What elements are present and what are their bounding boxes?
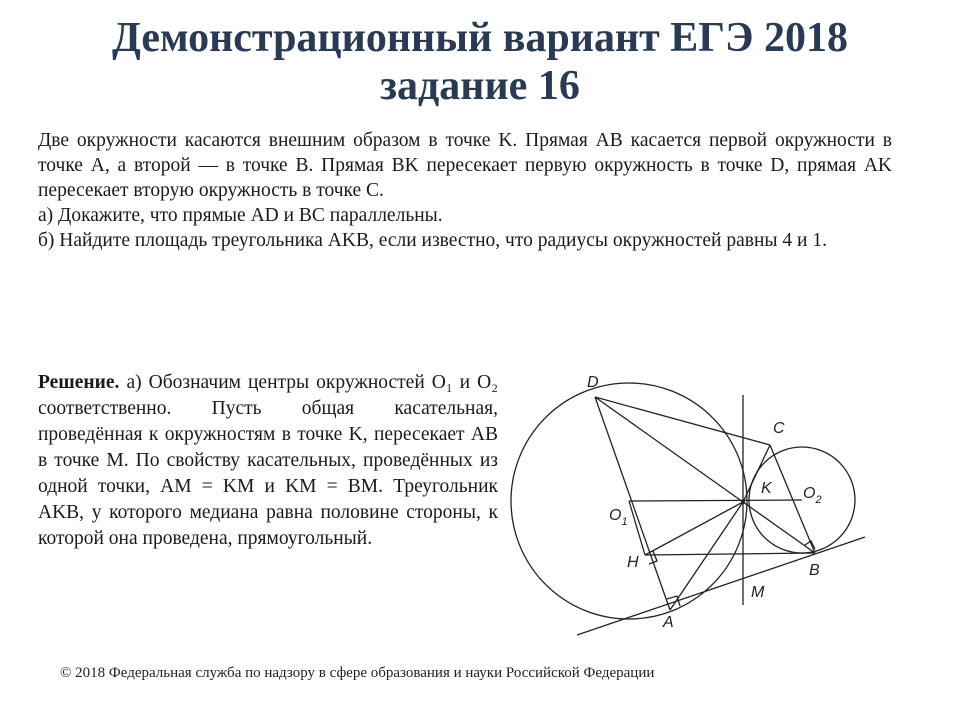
segment-ak [670, 502, 743, 610]
solution-block [38, 370, 498, 552]
label-a: A [663, 614, 674, 631]
label-o2-main: O [803, 485, 816, 502]
label-b: B [809, 562, 820, 579]
copyright-footer: © 2018 Федеральная служба по надзору в сфере образования и науки Российской Федерации [60, 665, 655, 681]
label-d: D [587, 374, 599, 391]
label-o1 [609, 507, 628, 528]
segment-dc [595, 397, 770, 445]
problem-part-a: а) Докажите, что прямые AD и BC параллельны. [38, 205, 443, 226]
label-k: K [761, 480, 772, 497]
slide-title [0, 14, 960, 110]
label-o1-sub: 1 [621, 516, 628, 528]
point-k [741, 500, 745, 504]
segment-hb [645, 553, 815, 555]
problem-part-b: б) Найдите площадь треугольника AKB, если известно, что радиусы окружностей равны 4 и 1. [38, 230, 827, 251]
solution-label: Решение. [38, 372, 120, 393]
label-c: C [773, 420, 785, 437]
segment-dk [595, 397, 743, 502]
segment-o1o2 [629, 500, 802, 501]
tangent-ab [577, 537, 865, 635]
problem-text: Две окружности касаются внешним образом в точке K. Прямая AB касается первой окружности в точке A, а второй — в точке B. Прямая BK пересекает первую окружность в точке D, прямая AK пересекает вторую окружность в точке C. [38, 130, 892, 201]
label-o2 [803, 485, 822, 506]
solution-text: а) Обозначим центры окружностей O₁ и O₂ соответственно. Пусть общая касательная, проведённая к окружностям в точке K, пересекает AB в точке M. По свойству касательных, проведённых из одной точки, AM = KM и KM = BM. Треугольник AKB, у которого медиана равна половине стороны, к которой она проведена, прямоугольный. [38, 372, 498, 549]
label-o2-sub: 2 [815, 494, 822, 506]
problem-statement [38, 128, 892, 253]
figure-svg [505, 365, 875, 645]
title-line-2: задание 16 [380, 63, 580, 109]
geometry-figure [505, 365, 875, 645]
title-line-1: Демонстрационный вариант ЕГЭ 2018 [111, 15, 849, 61]
label-o1-main: O [609, 507, 622, 524]
segment-kh [645, 502, 743, 555]
segment-o1h [629, 501, 645, 555]
segment-ad [595, 397, 670, 610]
label-m: M [751, 584, 765, 601]
label-h: H [627, 554, 639, 571]
